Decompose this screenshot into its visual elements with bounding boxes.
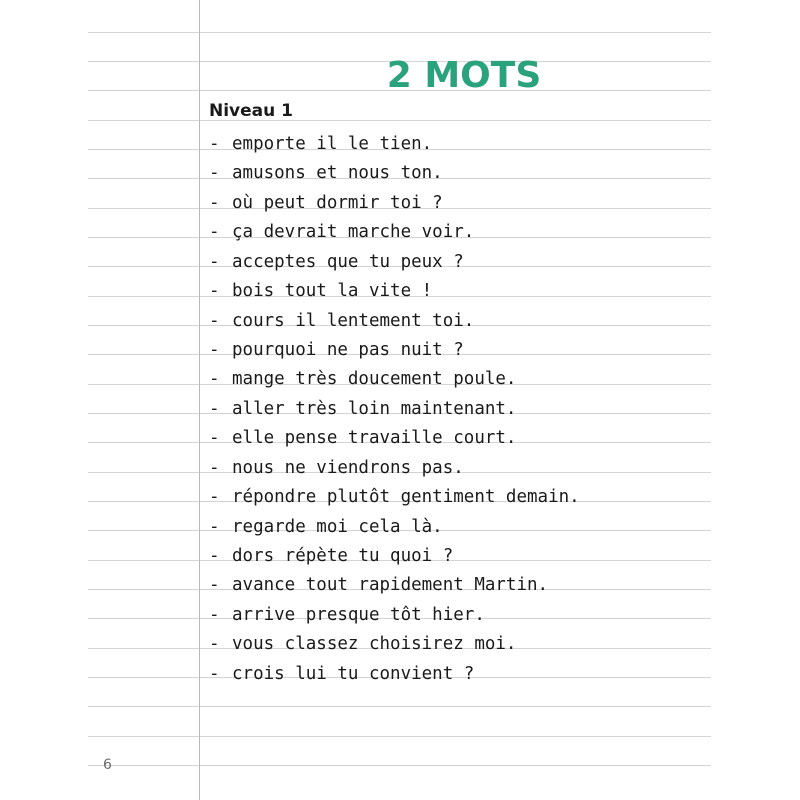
- page-number: 6: [103, 757, 112, 773]
- sentence-text: mange très doucement poule.: [232, 369, 517, 389]
- ruled-line: [88, 765, 711, 766]
- ruled-line: [88, 706, 711, 707]
- ruled-line: [88, 120, 711, 121]
- sentence-text: arrive presque tôt hier.: [232, 605, 485, 625]
- sentence-text: bois tout la vite !: [232, 281, 433, 301]
- sentence-text: nous ne viendrons pas.: [232, 458, 464, 478]
- sentence-item: [209, 573, 548, 597]
- list-dash: -: [209, 193, 220, 213]
- margin-line: [199, 0, 200, 800]
- list-dash: -: [209, 664, 220, 684]
- sentence-item: [209, 191, 443, 215]
- sentence-item: [209, 515, 443, 539]
- sentence-item: [209, 367, 516, 391]
- sentence-text: aller très loin maintenant.: [232, 399, 517, 419]
- sentence-item: [209, 279, 432, 303]
- ruled-line: [88, 32, 711, 33]
- sentence-text: ça devrait marche voir.: [232, 222, 475, 242]
- list-dash: -: [209, 399, 220, 419]
- list-dash: -: [209, 222, 220, 242]
- sentence-text: pourquoi ne pas nuit ?: [232, 340, 464, 360]
- sentence-item: [209, 544, 453, 568]
- sentence-item: [209, 485, 580, 509]
- sentence-item: [209, 220, 474, 244]
- sentence-item: [209, 603, 485, 627]
- sentence-text: vous classez choisirez moi.: [232, 634, 517, 654]
- list-dash: -: [209, 458, 220, 478]
- sentence-text: dors répète tu quoi ?: [232, 546, 454, 566]
- list-dash: -: [209, 575, 220, 595]
- sentence-item: [209, 632, 516, 656]
- list-dash: -: [209, 487, 220, 507]
- sentence-text: cours il lentement toi.: [232, 311, 475, 331]
- sentence-text: emporte il le tien.: [232, 134, 433, 154]
- list-dash: -: [209, 311, 220, 331]
- list-dash: -: [209, 369, 220, 389]
- level-label: Niveau 1: [209, 101, 293, 121]
- list-dash: -: [209, 252, 220, 272]
- sentence-text: regarde moi cela là.: [232, 517, 443, 537]
- sentence-text: crois lui tu convient ?: [232, 664, 475, 684]
- sentence-item: [209, 132, 432, 156]
- sentence-text: elle pense travaille court.: [232, 428, 517, 448]
- list-dash: -: [209, 428, 220, 448]
- list-dash: -: [209, 163, 220, 183]
- sentence-item: [209, 309, 474, 333]
- list-dash: -: [209, 546, 220, 566]
- sentence-item: [209, 250, 464, 274]
- sentence-text: répondre plutôt gentiment demain.: [232, 487, 580, 507]
- sentence-text: acceptes que tu peux ?: [232, 252, 464, 272]
- sentence-text: amusons et nous ton.: [232, 163, 443, 183]
- list-dash: -: [209, 517, 220, 537]
- sentence-item: [209, 397, 516, 421]
- list-dash: -: [209, 340, 220, 360]
- sentence-item: [209, 338, 464, 362]
- sentence-text: où peut dormir toi ?: [232, 193, 443, 213]
- sentence-item: [209, 426, 516, 450]
- sentence-item: [209, 662, 474, 686]
- sentence-item: [209, 161, 443, 185]
- ruled-line: [88, 736, 711, 737]
- page-title: 2 MOTS: [386, 55, 542, 96]
- list-dash: -: [209, 281, 220, 301]
- sentence-item: [209, 456, 464, 480]
- sentence-text: avance tout rapidement Martin.: [232, 575, 549, 595]
- list-dash: -: [209, 634, 220, 654]
- list-dash: -: [209, 605, 220, 625]
- list-dash: -: [209, 134, 220, 154]
